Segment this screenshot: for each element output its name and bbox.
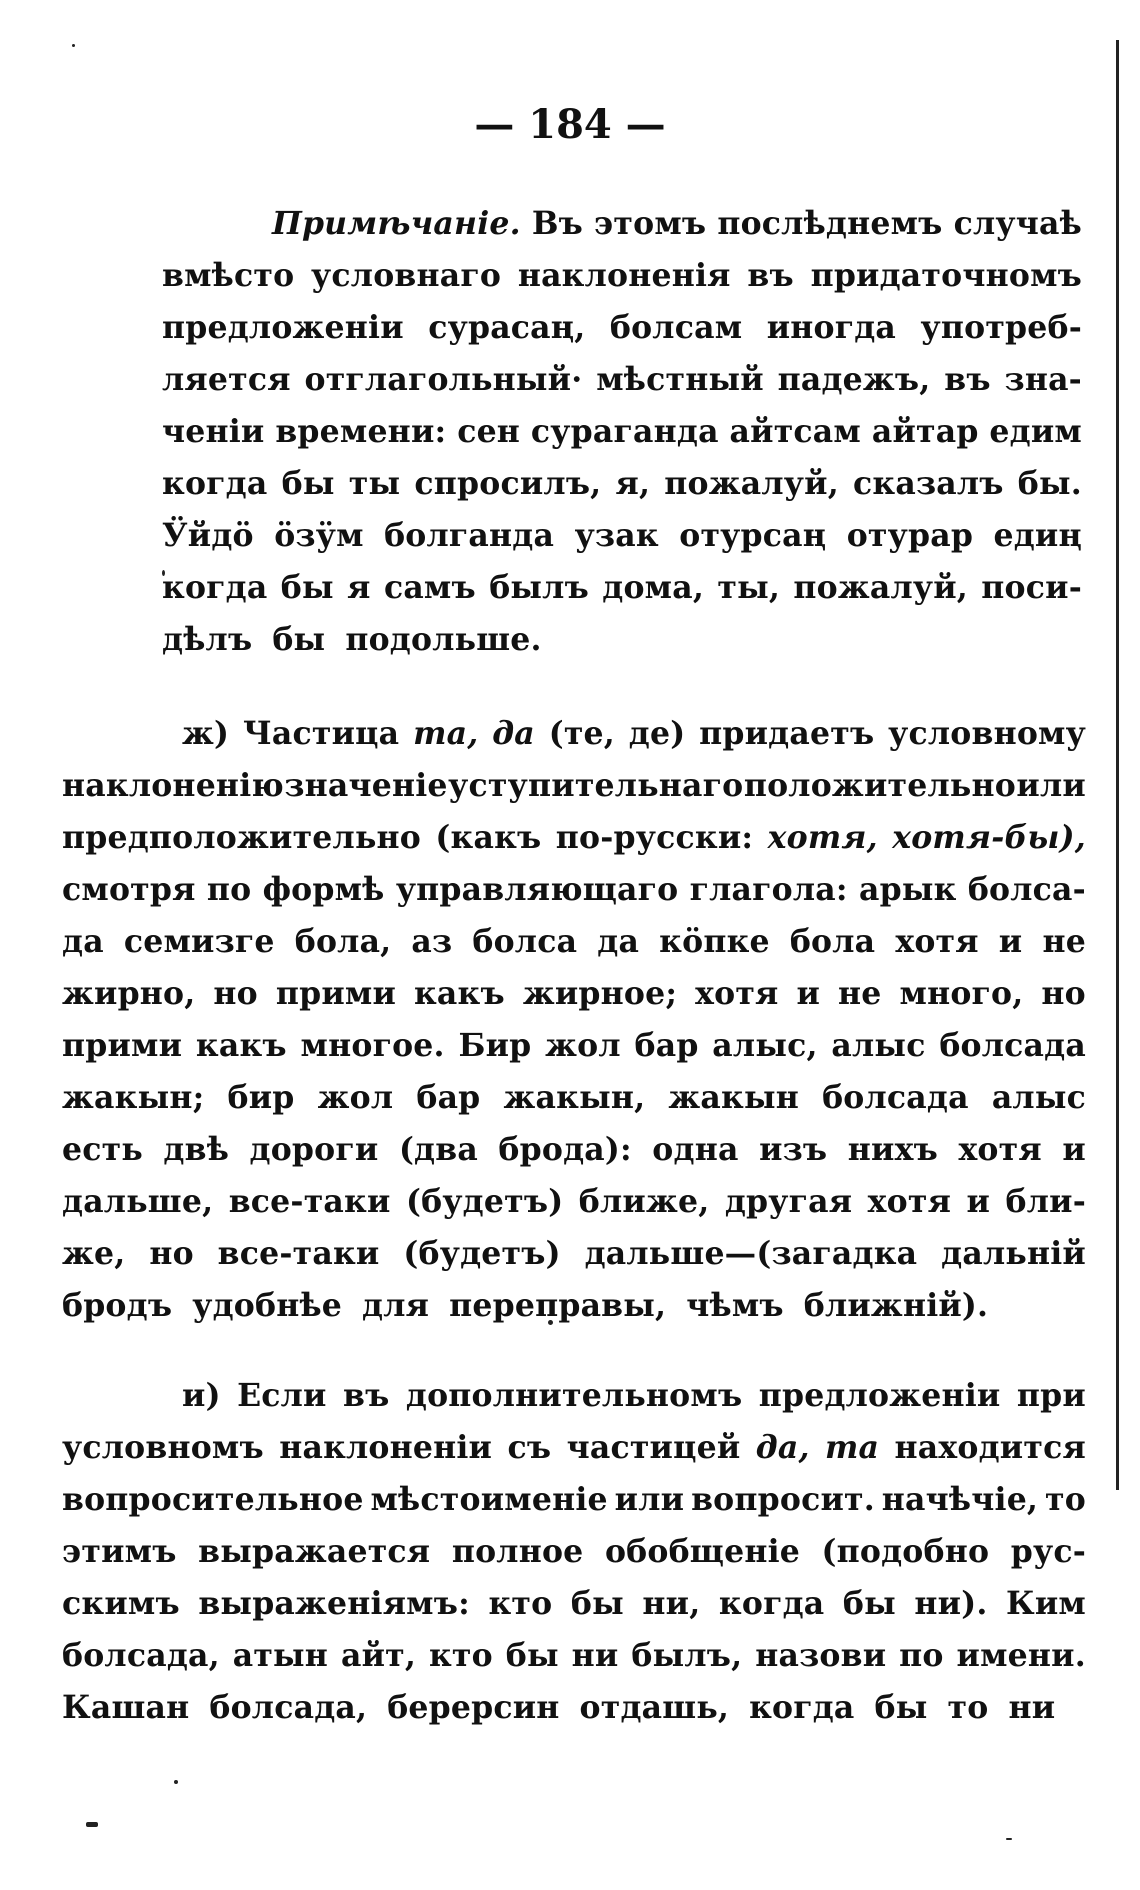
word: вопросит. (691, 1481, 875, 1518)
word: одна (652, 1131, 739, 1168)
word: ближній). (803, 1287, 989, 1324)
word: условнаго (311, 257, 502, 294)
word: формѣ (262, 871, 385, 908)
word: мѣстоименіе (370, 1481, 608, 1518)
word: иногда (766, 309, 897, 346)
word: въ (343, 1377, 390, 1414)
word: жол (545, 1027, 621, 1064)
word: айт, (340, 1637, 417, 1674)
word: переправы, (449, 1287, 667, 1324)
word: да (62, 923, 104, 960)
word: падежъ, (777, 361, 931, 398)
word: бы (272, 621, 326, 658)
word: болсам (609, 309, 743, 346)
word: сураганда (530, 413, 719, 450)
word: этомъ (594, 205, 707, 242)
word: ж) (182, 715, 230, 752)
text-line (62, 1072, 1086, 1124)
word: какъ (413, 975, 505, 1012)
word: прими (275, 975, 397, 1012)
word: я, (615, 465, 651, 502)
word: дома, (602, 569, 705, 606)
word: есть (62, 1131, 143, 1168)
word: болса (472, 923, 578, 960)
word: ни). (914, 1585, 988, 1622)
word: когда (718, 1585, 825, 1622)
word: пожалуй, (664, 465, 839, 502)
word: айтсам (729, 413, 861, 450)
word: кӧпке (659, 923, 770, 960)
word: хотя, (767, 819, 878, 856)
word: послѣднемъ (717, 205, 943, 242)
word: по (899, 1637, 944, 1674)
word: болганда (384, 517, 555, 554)
text-line (62, 812, 1086, 864)
word: берерсин (387, 1689, 560, 1726)
word: уступительнаго (448, 767, 744, 804)
word: скимъ (62, 1585, 180, 1622)
word: предположительно (62, 819, 421, 856)
text-line (62, 1370, 1086, 1422)
word: ляется (162, 361, 291, 398)
word: и (998, 923, 1023, 960)
word: айтар (871, 413, 979, 450)
word: хотя-бы), (892, 819, 1086, 856)
print-speck (1006, 1838, 1012, 1840)
text-line (62, 1124, 1086, 1176)
word: наклоненія (517, 257, 731, 294)
word: брода): (498, 1131, 632, 1168)
word: пожалуй, (793, 569, 968, 606)
word: все-таки (228, 1183, 391, 1220)
word: для (362, 1287, 430, 1324)
print-speck (86, 1822, 98, 1827)
text-line (62, 1682, 1086, 1734)
word: какъ (195, 1027, 287, 1064)
word: не (838, 975, 882, 1012)
word: (какъ (435, 819, 542, 856)
word: хотя (895, 923, 979, 960)
word: алыс (991, 1079, 1086, 1116)
word: когда (162, 465, 268, 502)
word: бар (416, 1079, 481, 1116)
word: и) (182, 1377, 221, 1414)
word: да (597, 923, 640, 960)
word: та, (413, 715, 479, 752)
word: арык (858, 871, 957, 908)
text-line (62, 1526, 1086, 1578)
word: наклоненію (62, 767, 284, 804)
word: былъ, (631, 1637, 743, 1674)
word: бродъ (62, 1287, 173, 1324)
word: условномъ (62, 1429, 264, 1466)
word: (будетъ) (406, 1183, 564, 1220)
word: съ (507, 1429, 552, 1466)
word: дальше, (62, 1183, 214, 1220)
word: то (947, 1689, 989, 1726)
word: да (492, 715, 535, 752)
word: ни, (642, 1585, 701, 1622)
word: ты, (717, 569, 781, 606)
word: условному (888, 715, 1086, 752)
word: хотя (695, 975, 779, 1012)
word: зна- (1004, 361, 1082, 398)
text-line (62, 864, 1086, 916)
word: когда (162, 569, 268, 606)
word: вопросительное (62, 1481, 364, 1518)
word: смотря (62, 871, 196, 908)
word: же, (62, 1235, 126, 1272)
word: предложеніи (758, 1377, 1001, 1414)
word: по (206, 871, 252, 908)
text-line (62, 760, 1086, 812)
word: частицей (566, 1429, 741, 1466)
word: положительно (743, 767, 1016, 804)
word: дороги (249, 1131, 379, 1168)
note-paragraph (162, 198, 1082, 666)
word: по-русски: (555, 819, 754, 856)
word: случаѣ (953, 205, 1082, 242)
word: этимъ (62, 1533, 177, 1570)
word: бли- (1005, 1183, 1086, 1220)
word: управляющаго (395, 871, 679, 908)
word: изъ (759, 1131, 828, 1168)
word: болса- (967, 871, 1086, 908)
word: Ким (1006, 1585, 1086, 1622)
page-edge-rule (1116, 40, 1119, 1490)
word: отурсаң (679, 517, 827, 554)
word: (подобно (821, 1533, 990, 1570)
word: та (825, 1429, 880, 1466)
word: подольше. (345, 621, 542, 658)
word: Ӱйдӧ (162, 517, 254, 554)
word: ни (571, 1637, 619, 1674)
word: бы (842, 1585, 896, 1622)
text-line (162, 510, 1082, 562)
word: кто (428, 1637, 493, 1674)
paragraph-zh (62, 708, 1086, 1332)
word: узак (574, 517, 659, 554)
word: много, (899, 975, 1024, 1012)
text-line (62, 1228, 1086, 1280)
word: (два (398, 1131, 478, 1168)
word: но (149, 1235, 194, 1272)
word: жакын, (503, 1079, 646, 1116)
word: или (614, 1481, 685, 1518)
word: глагола: (689, 871, 848, 908)
text-line (62, 1474, 1086, 1526)
word: жирно, (62, 975, 196, 1012)
word: чѣмъ (686, 1287, 784, 1324)
text-line (62, 968, 1086, 1020)
text-line (62, 708, 1086, 760)
word: болсада, (62, 1637, 220, 1674)
word: Примѣчаніе. (272, 205, 521, 242)
word: кто (488, 1585, 553, 1622)
text-line (162, 406, 1082, 458)
word: или (1016, 767, 1086, 804)
word: но (1041, 975, 1086, 1012)
word: двѣ (163, 1131, 230, 1168)
text-line (162, 614, 1082, 666)
word: бар (634, 1027, 699, 1064)
word: поси- (981, 569, 1082, 606)
word: сказалъ (853, 465, 1004, 502)
text-line (62, 1280, 1086, 1332)
word: хотя (958, 1131, 1042, 1168)
word: бы. (1017, 465, 1082, 502)
word: самъ (383, 569, 476, 606)
word: назови (755, 1637, 887, 1674)
word: де) (628, 715, 686, 752)
word: все-таки (217, 1235, 380, 1272)
word: въ (944, 361, 991, 398)
word: Частица (242, 715, 400, 752)
paragraph-i (62, 1370, 1086, 1734)
word: былъ (489, 569, 589, 606)
text-line (62, 1422, 1086, 1474)
word: наклоненіи (279, 1429, 493, 1466)
text-line (162, 250, 1082, 302)
word: ближе, (578, 1183, 710, 1220)
word: въ (747, 257, 794, 294)
word: Если (237, 1377, 327, 1414)
word: Кашан (62, 1689, 190, 1726)
word: предложеніи (162, 309, 404, 346)
word: болсада, (209, 1689, 368, 1726)
word: и (1062, 1131, 1086, 1168)
word: то (1045, 1481, 1086, 1518)
text-line (62, 1578, 1086, 1630)
word: (будетъ) (403, 1235, 561, 1272)
word: ты (348, 465, 401, 502)
word: болсада (822, 1079, 969, 1116)
word: отдашь, (579, 1689, 730, 1726)
word: и (966, 1183, 991, 1220)
word: выражается (198, 1533, 431, 1570)
word: бы (874, 1689, 928, 1726)
word: хотя (867, 1183, 952, 1220)
word: не (1042, 923, 1086, 960)
word: сен (457, 413, 521, 450)
word: бола (789, 923, 876, 960)
word: когда (749, 1689, 855, 1726)
word: но (213, 975, 258, 1012)
text-line (62, 1176, 1086, 1228)
word: бола, (294, 923, 392, 960)
word: жакын; (62, 1079, 205, 1116)
word: дальній (941, 1235, 1086, 1272)
word: дальше—(загадка (584, 1235, 918, 1272)
word: спросилъ, (414, 465, 602, 502)
word: придаточномъ (810, 257, 1082, 294)
text-line (62, 1630, 1086, 1682)
word: при (1016, 1377, 1086, 1414)
text-line (162, 458, 1082, 510)
word: дѣлъ (162, 621, 253, 658)
word: обобщеніе (604, 1533, 800, 1570)
word: жол (317, 1079, 394, 1116)
word: я (347, 569, 371, 606)
text-line (162, 198, 1082, 250)
word: ченіи (162, 413, 265, 450)
word: семизге (123, 923, 275, 960)
word: полное (451, 1533, 584, 1570)
word: рус- (1010, 1533, 1086, 1570)
word: бы (570, 1585, 624, 1622)
word: бы (280, 569, 334, 606)
word: Въ (531, 205, 584, 242)
text-line (162, 302, 1082, 354)
word: алыс (831, 1027, 926, 1064)
word: значеніе (284, 767, 448, 804)
word: времени: (275, 413, 447, 450)
text-line (62, 916, 1086, 968)
word: жакын (668, 1079, 799, 1116)
word: бы (281, 465, 335, 502)
word: бы (505, 1637, 559, 1674)
text-line (62, 1020, 1086, 1072)
word: болсада (939, 1027, 1086, 1064)
word: нихъ (847, 1131, 938, 1168)
text-line (162, 562, 1082, 614)
word: едим (989, 413, 1082, 450)
word: (те, (548, 715, 615, 752)
word: мѣстный (596, 361, 764, 398)
word: аз (411, 923, 453, 960)
text-line (162, 354, 1082, 406)
word: дополнительномъ (405, 1377, 743, 1414)
word: прими (62, 1027, 183, 1064)
page-number: — 184 — (474, 101, 666, 148)
word: жирное; (522, 975, 678, 1012)
word: едиң (993, 517, 1082, 554)
word: начѣчіе, (881, 1481, 1039, 1518)
word: сурасаң, (428, 309, 586, 346)
word: выраженіямъ: (198, 1585, 470, 1622)
word: атын (232, 1637, 329, 1674)
word: Бир (458, 1027, 532, 1064)
word: многое. (300, 1027, 445, 1064)
word: ни (1008, 1689, 1056, 1726)
word: отглагольный· (304, 361, 583, 398)
word: бир (227, 1079, 295, 1116)
word: употреб- (920, 309, 1082, 346)
word: удобнѣе (192, 1287, 343, 1324)
print-speck (174, 1780, 178, 1784)
word: алыс, (712, 1027, 818, 1064)
word: придаетъ (699, 715, 875, 752)
print-speck (72, 44, 75, 47)
word: находится (894, 1429, 1086, 1466)
word: имени. (956, 1637, 1086, 1674)
word: и (796, 975, 821, 1012)
word: да, (755, 1429, 810, 1466)
word: отурар (846, 517, 974, 554)
word: ӧзӱм (274, 517, 364, 554)
word: вмѣсто (162, 257, 295, 294)
word: другая (724, 1183, 853, 1220)
